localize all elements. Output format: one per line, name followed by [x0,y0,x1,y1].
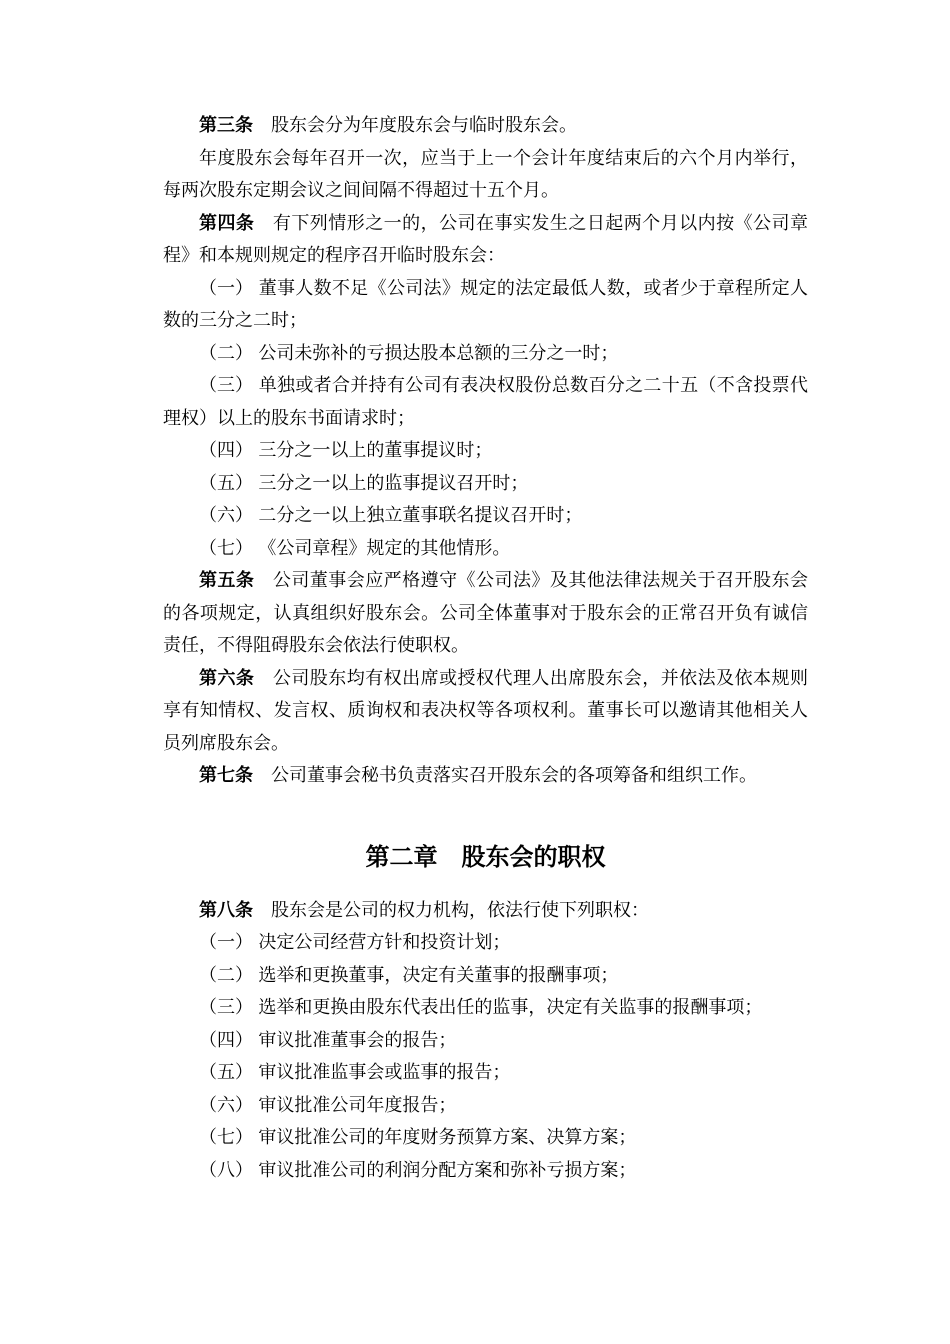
item-text: 决定公司经营方针和投资计划； [258,932,511,953]
list-item [163,370,808,435]
list-item [163,1057,808,1090]
item-text: 公司未弥补的亏损达股本总额的三分之一时； [258,342,619,364]
list-item [163,1090,808,1123]
article-8 [163,895,808,928]
item-text: 选举和更换董事，决定有关董事的报酬事项； [258,964,619,986]
item-text: 审议批准董事会的报告； [258,1029,457,1051]
item-number: （六） [199,1094,253,1116]
article-label: 第七条 [199,765,253,786]
list-item [163,273,808,338]
item-text: 审议批准公司年度报告； [258,1094,457,1116]
item-text: 选举和更换由股东代表出任的监事，决定有关监事的报酬事项； [258,997,763,1018]
item-number: （七） [199,1127,253,1148]
article-text: 有下列情形之一的，公司在事实发生之日起两个月以内按《公司章程》和本规则规定的程序召开临时股东会： [163,212,808,266]
item-number: （二） [199,964,253,986]
item-number: （五） [199,472,253,494]
item-number: （六） [199,505,253,526]
item-number: （一） [199,277,253,299]
list-item [163,1025,808,1058]
document-page [163,110,808,1187]
list-item [163,338,808,371]
article-8-list [163,927,808,1187]
item-number: （八） [199,1159,253,1181]
list-item [163,992,808,1025]
item-number: （四） [199,1029,253,1051]
item-number: （四） [199,440,253,461]
list-item [163,435,808,468]
list-item [163,960,808,993]
article-text: 股东会分为年度股东会与临时股东会。 [271,115,577,136]
item-text: 审议批准公司的利润分配方案和弥补亏损方案； [258,1159,637,1181]
item-text: 审议批准公司的年度财务预算方案、决算方案； [258,1127,637,1148]
article-label: 第八条 [199,899,253,921]
list-item [163,1155,808,1188]
item-number: （五） [199,1062,253,1083]
item-text: 《公司章程》规定的其他情形。 [258,537,511,559]
item-text: 三分之一以上的董事提议时； [258,440,493,461]
item-number: （七） [199,537,253,559]
item-text: 二分之一以上独立董事联名提议召开时； [258,505,583,526]
article-text: 公司股东均有权出席或授权代理人出席股东会，并依法及依本规则享有知情权、发言权、质询权和表决权等各项权利。董事长可以邀请其他相关人员列席股东会。 [163,667,808,754]
list-item [163,468,808,501]
article-text: 公司董事会秘书负责落实召开股东会的各项筹备和组织工作。 [271,765,757,786]
article-5 [163,565,808,663]
article-3-paragraph-2: 年度股东会每年召开一次，应当于上一个会计年度结束后的六个月内举行，每两次股东定期会议之间间隔不得超过十五个月。 [163,147,808,201]
list-item [163,533,808,566]
article-3 [163,110,808,143]
chapter-title: 第二章 股东会的职权 [365,842,606,871]
list-item [163,500,808,533]
list-item [163,1122,808,1155]
article-label: 第四条 [199,212,255,234]
item-text: 董事人数不足《公司法》规定的法定最低人数，或者少于章程所定人数的三分之二时； [163,277,808,331]
item-number: （三） [199,375,253,396]
item-number: （二） [199,342,253,364]
list-item [163,927,808,960]
item-number: （一） [199,932,253,953]
article-label: 第六条 [199,667,255,689]
article-7 [163,760,808,793]
article-text: 股东会是公司的权力机构，依法行使下列职权： [271,899,649,921]
item-text: 单独或者合并持有公司有表决权股份总数百分之二十五（不含投票代理权）以上的股东书面请求时； [163,375,808,429]
article-label: 第三条 [199,115,253,136]
item-text: 三分之一以上的监事提议召开时； [258,472,529,494]
article-6 [163,663,808,761]
item-text: 审议批准监事会或监事的报告； [258,1062,511,1083]
article-4 [163,208,808,273]
item-number: （三） [199,997,253,1018]
article-text: 公司董事会应严格遵守《公司法》及其他法律法规关于召开股东会的各项规定，认真组织好股东会。公司全体董事对于股东会的正常召开负有诚信责任，不得阻碍股东会依法行使职权。 [163,570,808,656]
article-label: 第五条 [199,570,255,591]
